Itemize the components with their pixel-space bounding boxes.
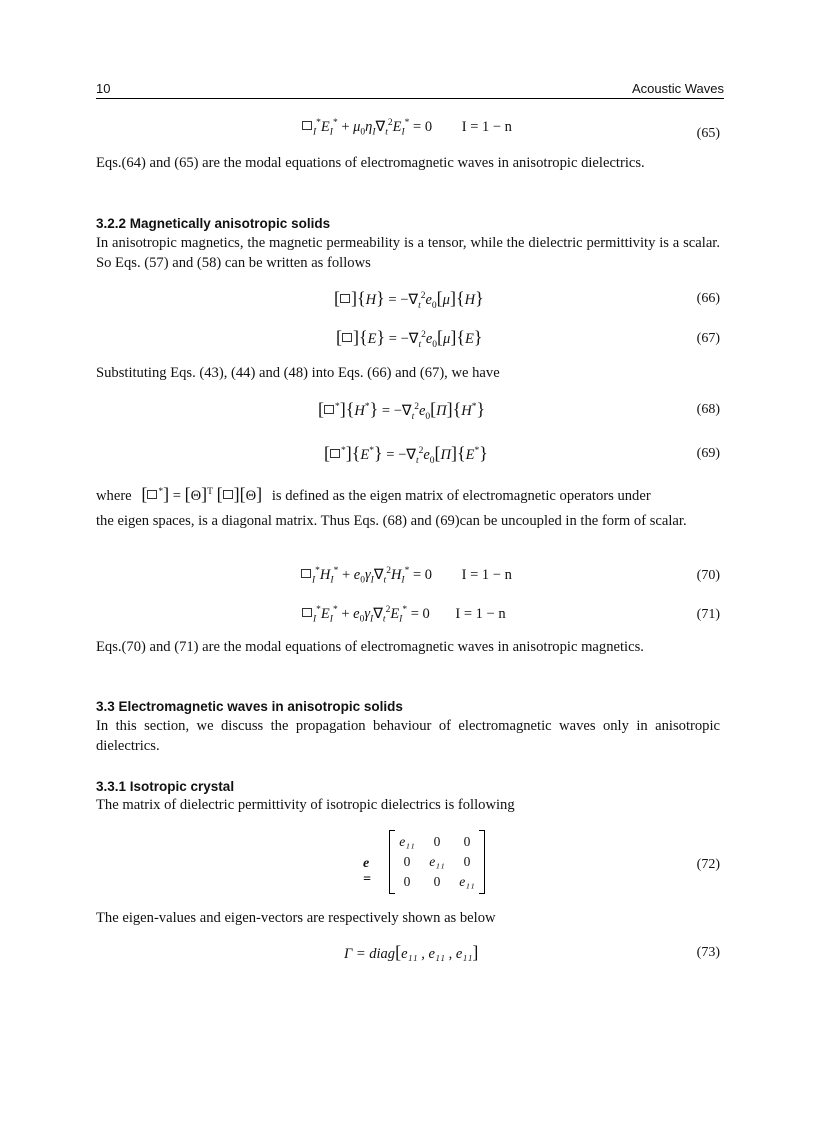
section-heading-3-2-2: 3.2.2 Magnetically anisotropic solids <box>96 216 331 231</box>
paragraph-substituting: Substituting Eqs. (43), (44) and (48) into Eqs. (66) and (67), we have <box>96 365 500 381</box>
page-number: 10 <box>96 81 111 96</box>
equation-number-70: (70) <box>696 568 720 583</box>
equation-number-67: (67) <box>696 331 720 346</box>
paragraph-eigen-values: The eigen-values and eigen-vectors are respectively shown as below <box>96 910 496 926</box>
section-heading-3-3: 3.3 Electromagnetic waves in anisotropic solids <box>96 699 403 714</box>
equation-65: $_I^*E_I^* + \mu_0\eta_I\nabla_t^2E_I^* = 0$ I = 1 − n <box>302 118 512 138</box>
paragraph-eigen-matrix <box>96 482 720 506</box>
paragraph-modal-magnetics: Eqs.(70) and (71) are the modal equations of electromagnetic waves in anisotropic magnetics. <box>96 639 644 655</box>
matrix-cell: 0 <box>463 834 471 849</box>
paragraph-diagonal-matrix: the eigen spaces, is a diagonal matrix. Thus Eqs. (68) and (69)can be uncoupled in the form of scalar. <box>96 513 687 529</box>
eigen-matrix-definition: [ $^*] = [\Theta]^T$ [ ][Θ] <box>141 483 263 504</box>
eq73-lhs: Γ = diag <box>344 946 396 962</box>
section-heading-3-3-1: 3.3.1 Isotropic crystal <box>96 779 235 794</box>
equation-number-68: (68) <box>696 402 720 417</box>
equation-number-65: (65) <box>696 126 720 141</box>
eq73-args: e₁₁ , e₁₁ , e₁₁ <box>401 946 473 962</box>
equation-73: Γ = diag[e₁₁ , e₁₁ , e₁₁] <box>344 942 479 962</box>
matrix-cell: 0 <box>433 874 441 889</box>
matrix-cell: 0 <box>403 854 411 869</box>
equation-number-71: (71) <box>696 607 720 622</box>
eq71-range: I = 1 − n <box>455 605 506 622</box>
where-word: where <box>96 487 132 504</box>
matrix-brackets <box>389 830 485 894</box>
equation-number-69: (69) <box>696 446 720 461</box>
paragraph-isotropic-matrix: The matrix of dielectric permittivity of isotropic dielectrics is following <box>96 797 515 813</box>
paragraph-section-intro: In this section, we discuss the propagation behaviour of electromagnetic waves only in anisotropic dielectrics. <box>96 718 720 754</box>
equation-69: [ $^*]\{E^*\} = -\nabla_t^2e_0[\Pi]\{E^*\}$ <box>324 443 488 466</box>
book-title: Acoustic Waves <box>632 81 724 96</box>
matrix-cell: e₁₁ <box>429 854 445 869</box>
equation-66: [ ]$\{H\} = -\nabla_t^2e_0[\mu]\{H\}$ <box>334 288 484 311</box>
equation-67: [ ]$\{E\} = -\nabla_t^2e_0[\mu]\{E\}$ <box>336 327 483 350</box>
matrix-cell: 0 <box>433 834 441 849</box>
eq65-range: I = 1 − n <box>461 118 512 135</box>
running-header <box>96 80 724 99</box>
eq70-range: I = 1 − n <box>461 566 512 583</box>
matrix-cell: e₁₁ <box>459 874 475 889</box>
equation-68: [ $^*]\{H^*\} = -\nabla_t^2e_0[\Pi]\{H^*\}$ <box>318 399 486 422</box>
paragraph-modal-dielectric: Eqs.(64) and (65) are the modal equations of electromagnetic waves in anisotropic dielectrics. <box>96 155 645 171</box>
equation-number-66: (66) <box>696 291 720 306</box>
paragraph-anisotropic-magnetics: In anisotropic magnetics, the magnetic permeability is a tensor, while the dielectric permittivity is a scalar. So Eqs. (57) and (58) can be written as follows <box>96 235 720 271</box>
matrix-cell: 0 <box>463 854 471 869</box>
equation-number-72: (72) <box>696 857 720 872</box>
equation-70: $_I^*H_I^* + e_0\gamma_I\nabla_t^2H_I^* = 0$ I = 1 − n <box>301 566 512 586</box>
equation-number-73: (73) <box>696 945 720 960</box>
matrix-label: e = <box>363 856 371 887</box>
matrix-cell: 0 <box>403 874 411 889</box>
matrix-cell: e₁₁ <box>399 834 415 849</box>
equation-71: $_I^*E_I^* + e_0\gamma_I\nabla_t^2E_I^* = 0$ I = 1 − n <box>302 605 506 625</box>
eigen-matrix-description: is defined as the eigen matrix of electromagnetic operators under <box>271 487 651 504</box>
